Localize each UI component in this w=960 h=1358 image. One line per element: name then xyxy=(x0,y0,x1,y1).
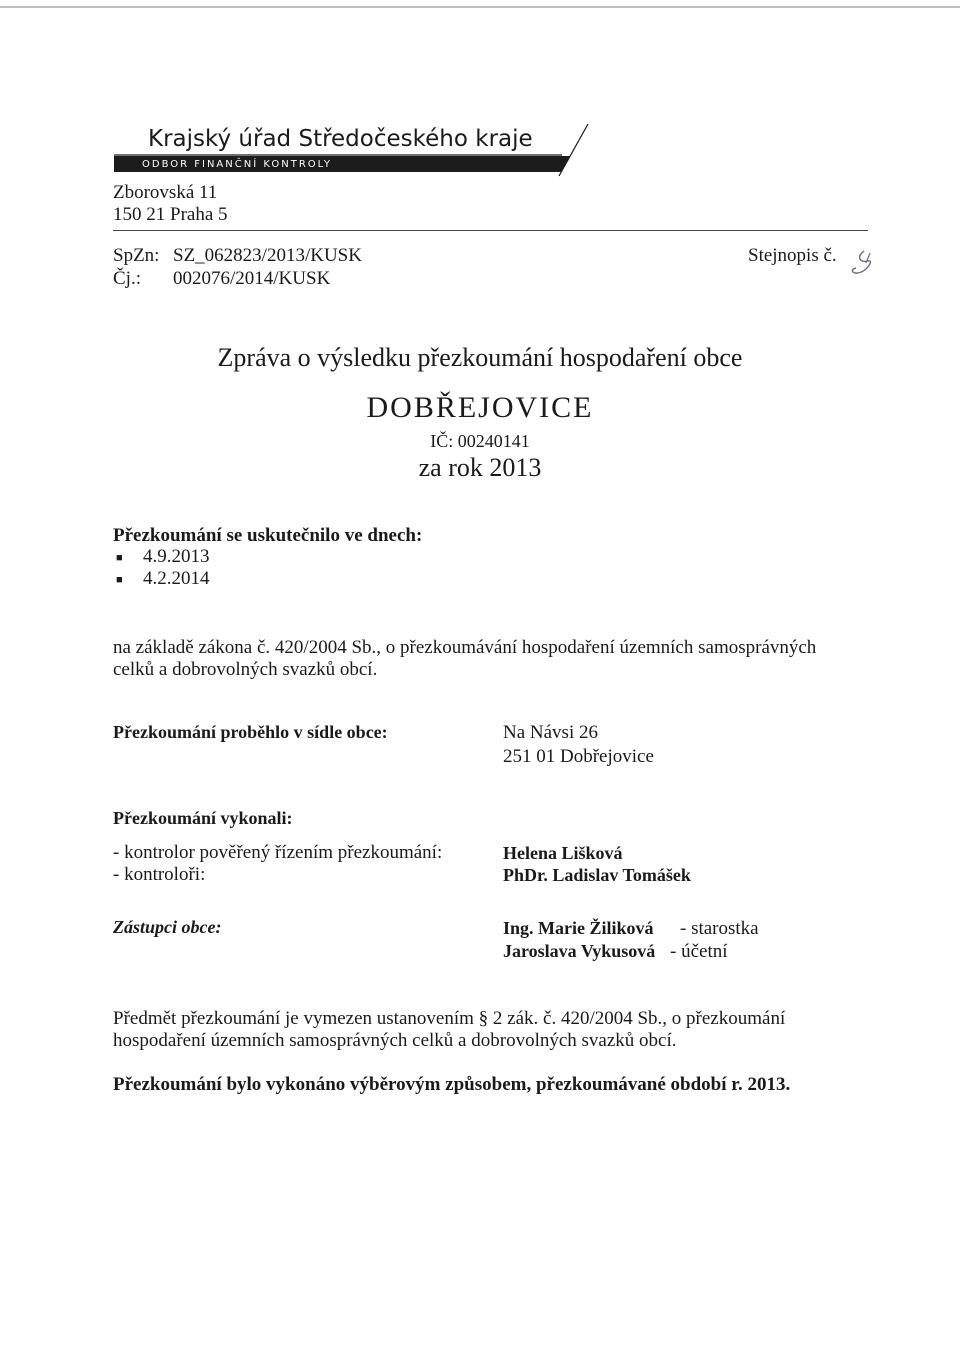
copy-label: Stejnopis č. xyxy=(748,245,837,266)
subject-line1: Předmět přezkoumání je vymezen ustanovením § 2 zák. č. 420/2004 Sb., o přezkoumání xyxy=(113,1008,786,1029)
legal-basis-line1: na základě zákona č. 420/2004 Sb., o přezkoumávání hospodaření územních samosprávných xyxy=(113,637,817,658)
review-date-1: 4.9.2013 xyxy=(143,546,210,567)
inspectors-heading: Přezkoumání vykonali: xyxy=(113,808,293,828)
inspectors-label: - kontroloři: xyxy=(113,864,206,885)
location-street: Na Návsi 26 xyxy=(503,722,598,743)
legal-basis-line2: celků a dobrovolných svazků obcí. xyxy=(113,659,378,680)
review-dates-heading: Přezkoumání se uskutečnilo ve dnech: xyxy=(113,525,423,546)
representative-1-name: Ing. Marie Žiliková xyxy=(503,918,654,938)
header-divider xyxy=(113,230,868,231)
address-street: Zborovská 11 xyxy=(113,182,218,203)
cj-label: Čj.: xyxy=(113,268,141,289)
lead-inspector-label: - kontrolor pověřený řízením přezkoumání: xyxy=(113,842,443,863)
representatives-label: Zástupci obce: xyxy=(113,917,222,937)
ico-number: IČ: 00240141 xyxy=(430,431,530,451)
cj-value: 002076/2014/KUSK xyxy=(173,268,331,289)
report-title: Zpráva o výsledku přezkoumání hospodaření obce xyxy=(217,343,743,372)
address-city: 150 21 Praha 5 xyxy=(113,204,228,225)
department-name: ODBOR FINANČNÍ KONTROLY xyxy=(142,159,332,170)
scan-edge-line xyxy=(0,6,960,8)
location-label: Přezkoumání proběhlo v sídle obce: xyxy=(113,722,388,742)
lead-inspector-name: Helena Lišková xyxy=(503,843,623,863)
representative-1-role: - starostka xyxy=(680,918,759,939)
spzn-label: SpZn: xyxy=(113,245,160,266)
bullet-icon: ■ xyxy=(116,552,123,564)
representative-2-role: - účetní xyxy=(670,941,728,962)
bullet-icon: ■ xyxy=(116,574,123,586)
organization-name: Krajský úřad Středočeského kraje xyxy=(148,126,533,152)
review-date-2: 4.2.2014 xyxy=(143,568,210,589)
inspector-name: PhDr. Ladislav Tomášek xyxy=(503,865,691,885)
organization-logo xyxy=(114,122,594,178)
conclusion-statement: Přezkoumání bylo vykonáno výběrovým způsobem, přezkoumávané období r. 2013. xyxy=(113,1074,791,1095)
report-year: za rok 2013 xyxy=(418,453,542,482)
municipality-name: DOBŘEJOVICE xyxy=(366,391,594,424)
representative-2-name: Jaroslava Vykusová xyxy=(503,941,656,961)
handwritten-copy-number-icon xyxy=(846,249,882,277)
location-city: 251 01 Dobřejovice xyxy=(503,746,654,767)
spzn-value: SZ_062823/2013/KUSK xyxy=(173,245,362,266)
subject-line2: hospodaření územních samosprávných celků a dobrovolných svazků obcí. xyxy=(113,1030,677,1051)
